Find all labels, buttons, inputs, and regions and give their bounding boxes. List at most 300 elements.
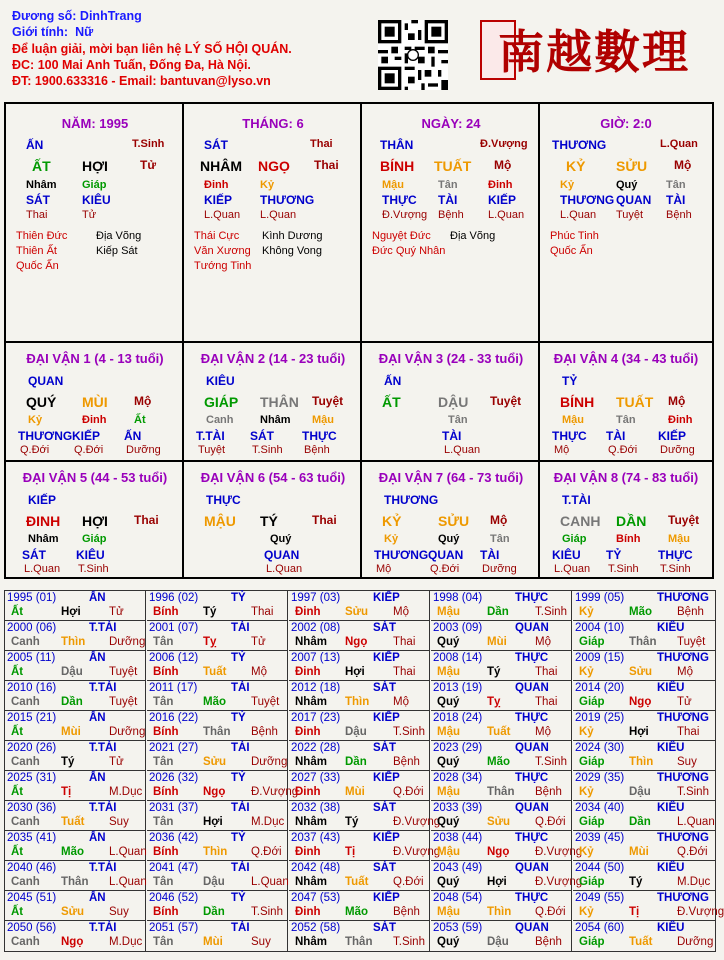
dai-van-title: ĐẠI VẬN 4 (34 - 43 tuổi) [553,351,699,366]
pillar-tsinh: Đ.Vượng [480,138,528,150]
year-label: 2003 (09) [433,622,483,634]
hidden-god: TÀI [480,548,500,562]
hidden-god: THƯƠNG [18,429,73,443]
dai-van-2 [184,343,362,462]
dai-van-god: THƯƠNG [384,493,439,507]
year-can: Tân [153,756,174,768]
year-can: Ất [11,726,24,738]
year-stage: T.Sinh [393,726,425,738]
pillar-3 [540,104,712,343]
dai-van-3 [362,343,540,462]
logo [478,10,718,90]
year-label: 2007 (13) [291,652,341,664]
year-cell [431,681,572,711]
dai-van-can: MẬU [204,513,236,529]
year-can: Canh [11,876,40,888]
year-stage: Mộ [251,666,267,678]
year-label: 2021 (27) [149,742,199,754]
hidden-stem: Tân [438,179,458,191]
year-god: KIẾP [373,772,400,784]
year-chi: Mão [61,846,84,858]
year-label: 2052 (58) [291,922,341,934]
hidden-stem: Quý [438,533,460,545]
dai-van-chi: THÂN [260,394,299,410]
year-can: Mậu [437,846,460,858]
hidden-stage: Q.Đới [608,444,638,456]
year-stage: Bệnh [251,726,278,738]
year-can: Nhâm [295,696,327,708]
pillar-stage: Tử [140,158,157,172]
dai-van-4 [540,343,712,462]
year-stage: Tuyệt [677,636,706,648]
year-can: Tân [153,696,174,708]
year-god: ẤN [89,592,106,604]
year-cell [147,651,288,681]
pillar-god: ẤN [26,138,44,152]
year-god: TỶ [231,712,246,724]
year-chi: Tuất [345,876,369,888]
year-stage: Thai [677,726,700,738]
year-chi: Mùi [487,636,507,648]
year-cell [573,921,715,951]
dai-van-1 [6,343,184,462]
year-stage: T.Sinh [535,606,567,618]
dai-van-can: BÍNH [560,394,595,410]
year-cell [5,771,146,801]
hidden-god: ẤN [124,429,142,443]
year-chi: Thân [629,636,657,648]
year-chi: Tuất [487,726,511,738]
year-god: ẤN [89,712,106,724]
hidden-stem: Quý [270,533,292,545]
hidden-stem: Giáp [82,179,107,191]
year-can: Quý [437,636,460,648]
year-label: 2033 (39) [433,802,483,814]
pillar-can: BÍNH [380,158,415,174]
year-stage: Thai [535,666,558,678]
year-label: 2038 (44) [433,832,483,844]
year-stage: Suy [109,906,129,918]
year-stage: Suy [677,756,697,768]
year-stage: M.Dục [109,936,143,948]
year-stage: Mộ [677,666,693,678]
year-chi: Ngọ [629,696,652,708]
pillar-chi: NGỌ [258,158,290,174]
year-stage: Tử [109,606,124,618]
gender-label: Giới tính: [12,25,69,40]
hidden-stage: L.Quan [488,209,525,221]
year-label: 2017 (23) [291,712,341,724]
year-label: 2054 (60) [575,922,625,934]
year-god: TỶ [231,652,246,664]
gender [12,24,292,40]
star-inauspicious: Địa Võng [96,230,142,242]
owner-name: Đương số: DinhTrang [12,9,142,23]
year-label: 2009 (15) [575,652,625,664]
year-god: TÀI [231,682,250,694]
year-cell [289,591,430,621]
year-cell [289,801,441,831]
year-stage: T.Sinh [677,786,709,798]
year-stage: Q.Đới [677,846,708,858]
year-label: 2025 (31) [7,772,57,784]
year-can: Tân [153,636,174,648]
dai-van-stage: Tuyệt [490,394,522,408]
year-cell [573,771,715,801]
year-stage: Bệnh [393,906,420,918]
star-inauspicious: Địa Võng [450,230,496,242]
year-god: QUAN [515,682,549,694]
dai-van-stage: Mộ [668,394,686,408]
hidden-god: TÀI [438,193,458,207]
contact-phone-email: ĐT: 1900.633316 - Email: bantuvan@lyso.vn [12,74,271,89]
year-label: 2023 (29) [433,742,483,754]
year-cell [573,801,715,831]
year-can: Quý [437,876,460,888]
year-label: 2048 (54) [433,892,483,904]
year-can: Bính [153,906,179,918]
hidden-stem: Giáp [562,533,587,545]
year-chi: Ngọ [203,786,226,798]
year-stage: Mộ [393,696,409,708]
year-label: 2049 (55) [575,892,625,904]
year-chi: Tý [345,816,359,828]
dai-van-title: ĐẠI VẬN 2 (14 - 23 tuổi) [200,351,346,366]
year-cell [147,621,288,651]
dai-van-chi: DẦN [616,513,647,529]
year-god: TÀI [231,802,250,814]
hidden-stage: Dưỡng [126,444,161,456]
year-cell [5,861,146,891]
year-label: 2035 (41) [7,832,57,844]
year-can: Giáp [579,816,605,828]
year-chi: Tị [61,786,72,798]
dai-van-stage: Thai [312,513,337,527]
year-can: Canh [11,816,40,828]
year-cell [431,891,572,921]
year-label: 2050 (56) [7,922,57,934]
pillar-chi: HỢI [82,158,108,174]
dai-van-chi: SỬU [438,513,470,529]
year-cell [431,741,572,771]
year-can: Tân [153,816,174,828]
year-stage: Thai [393,666,416,678]
year-chi: Sửu [487,816,511,828]
year-stage: L.Quan [251,876,289,888]
year-label: 2042 (48) [291,862,341,874]
year-can: Ất [11,846,24,858]
year-chi: Dần [629,816,651,828]
year-label: 2024 (30) [575,742,625,754]
year-chi: Tị [345,846,356,858]
dai-van-god: QUAN [28,374,64,388]
year-can: Nhâm [295,936,327,948]
year-chi: Tị [629,906,640,918]
hidden-stage: Tuyệt [616,209,644,221]
hidden-god: THƯƠNG [260,193,315,207]
hidden-stage: T.Sinh [252,444,283,456]
year-stage: Q.Đới [393,876,424,888]
hidden-stem: Kỷ [260,179,275,191]
pillar-chi: SỬU [616,158,648,174]
year-chi: Mão [487,756,510,768]
year-god: THỰC [515,652,549,664]
year-can: Bính [153,606,179,618]
year-cell [431,831,583,861]
year-cell [5,621,146,651]
hidden-god: T.TÀI [196,429,225,443]
year-god: KIẾP [373,832,400,844]
hidden-stem: Quý [616,179,638,191]
pillar-can: ẤT [32,158,51,174]
year-stage: Tuyệt [251,696,280,708]
hidden-god: KIẾP [72,429,101,443]
year-cell [289,771,430,801]
year-stage: T.Sinh [251,906,283,918]
dai-van-chi: MÙI [82,394,108,410]
year-chi: Mão [203,696,226,708]
hidden-god: TÀI [666,193,686,207]
year-god: T.TÀI [89,862,117,874]
year-god: QUAN [515,922,549,934]
pillar-title: NGÀY: 24 [421,116,481,131]
year-chi: Sửu [345,606,369,618]
year-god: QUAN [515,802,549,814]
pillar-tsinh: L.Quan [660,138,698,150]
year-stage: Đ.Vượng [251,786,299,798]
year-stage: Tử [251,636,266,648]
dai-van-6 [184,462,362,578]
year-god: THƯƠNG [657,712,709,724]
hidden-god: KIẾP [204,193,233,207]
year-can: Mậu [437,906,460,918]
hidden-stem: Đinh [82,414,107,426]
year-cell [573,831,715,861]
year-can: Nhâm [295,816,327,828]
year-chi: Tý [203,606,217,618]
qr-code-icon [378,20,448,90]
year-chi: Thân [61,876,89,888]
year-god: THƯƠNG [657,652,709,664]
hidden-stage: L.Quan [560,209,597,221]
year-god: KIÊU [657,802,685,814]
year-chi: Dậu [487,936,509,948]
year-chi: Hợi [61,606,81,618]
year-chi: Tỵ [487,696,501,708]
year-stage: Đ.Vượng [535,876,583,888]
hidden-stem: Kỷ [560,179,575,191]
hidden-stem: Nhâm [260,414,291,426]
year-cell [5,681,146,711]
year-cell [289,621,430,651]
year-label: 2008 (14) [433,652,483,664]
year-god: T.TÀI [89,742,117,754]
hidden-god: QUAN [428,548,464,562]
hidden-stage: L.Quan [444,444,481,456]
year-label: 2044 (50) [575,862,625,874]
dai-van-god: TỶ [562,374,578,388]
year-god: TÀI [231,622,250,634]
year-cell [5,921,146,951]
year-can: Kỷ [579,786,594,798]
year-stage: Đ.Vượng [677,906,724,918]
year-can: Đinh [295,786,321,798]
year-god: TÀI [231,922,250,934]
year-chi: Mùi [345,786,365,798]
year-chi: Mão [629,606,652,618]
hidden-god: TÀI [606,429,626,443]
year-label: 2028 (34) [433,772,483,784]
year-god: KIẾP [373,592,400,604]
hidden-god: SÁT [22,548,46,562]
year-chi: Tý [629,876,643,888]
year-chi: Dậu [345,726,367,738]
year-stage: Dưỡng [677,936,714,948]
year-god: ẤN [89,652,106,664]
star-auspicious: Đức Quý Nhân [372,245,446,257]
year-chi: Ngọ [487,846,510,858]
year-chi: Ngọ [345,636,368,648]
year-label: 2022 (28) [291,742,341,754]
header-info [12,8,292,89]
year-label: 2026 (32) [149,772,199,784]
year-god: KIÊU [657,922,685,934]
year-label: 2036 (42) [149,832,199,844]
year-cell [147,801,288,831]
pillar-chi: TUẤT [434,158,472,174]
year-label: 2039 (45) [575,832,625,844]
year-cell [5,831,146,861]
year-can: Ất [11,786,24,798]
year-stage: Đ.Vượng [535,846,583,858]
star-inauspicious: Không Vong [262,245,322,257]
year-god: QUAN [515,862,549,874]
year-can: Bính [153,846,179,858]
hidden-stem: Đinh [204,179,229,191]
dai-van-5 [6,462,184,578]
year-stage: Suy [251,936,271,948]
year-chi: Sửu [629,666,653,678]
hidden-stage: L.Quan [260,209,297,221]
year-chi: Sửu [61,906,85,918]
pillar-title: GIỜ: 2:0 [600,116,652,131]
year-god: THỰC [515,772,549,784]
hidden-god: TỶ [606,548,622,562]
pillar-title: THÁNG: 6 [242,116,304,131]
year-god: TỶ [231,592,246,604]
pillar-stage: Mộ [674,158,692,172]
year-label: 2020 (26) [7,742,57,754]
year-chi: Tý [61,756,75,768]
hidden-stage: L.Quan [554,563,591,575]
hidden-stem: Tân [666,179,686,191]
star-auspicious: Thiên Đức [16,230,68,242]
year-label: 2013 (19) [433,682,483,694]
dai-van-title: ĐẠI VẬN 3 (24 - 33 tuổi) [378,351,524,366]
dai-van-chi: TÝ [260,513,278,529]
year-can: Canh [11,696,40,708]
year-label: 2043 (49) [433,862,483,874]
hidden-god: QUAN [616,193,652,207]
hidden-stem: Canh [206,414,234,426]
hidden-stage: T.Sinh [78,563,109,575]
year-stage: T.Sinh [535,756,567,768]
year-can: Canh [11,636,40,648]
dai-van-title: ĐẠI VẬN 5 (44 - 53 tuổi) [22,470,168,485]
year-stage: M.Dục [251,816,285,828]
hidden-god: THƯƠNG [560,193,615,207]
year-can: Giáp [579,636,605,648]
dai-van-8 [540,462,712,578]
year-can: Đinh [295,606,321,618]
year-cell [289,861,430,891]
year-label: 2010 (16) [7,682,57,694]
year-chi: Thìn [203,846,228,858]
pillar-stage: Mộ [494,158,512,172]
pillar-god: THÂN [380,138,414,152]
year-god: SÁT [373,862,396,874]
year-cell [5,651,146,681]
year-chi: Hợi [487,876,507,888]
year-can: Quý [437,816,460,828]
hidden-stem: Nhâm [28,533,59,545]
year-cell [289,741,430,771]
year-label: 2034 (40) [575,802,625,814]
year-can: Bính [153,726,179,738]
year-stage: Đ.Vượng [393,846,441,858]
hidden-god: THỰC [302,429,337,443]
year-chi: Tỵ [203,636,217,648]
gender-value: Nữ [75,25,94,40]
hidden-god: TÀI [442,429,462,443]
year-cell [573,651,715,681]
year-chi: Hợi [345,666,365,678]
year-god: SÁT [373,742,396,754]
year-stage: Đ.Vượng [393,816,441,828]
year-cell [573,741,715,771]
hidden-god: KIÊU [82,193,111,207]
dai-van-stage: Mộ [490,513,508,527]
hidden-stem: Mậu [562,414,584,426]
hidden-stem: Đinh [668,414,693,426]
year-can: Ất [11,666,24,678]
year-god: TỶ [231,892,246,904]
year-chi: Mùi [629,846,649,858]
dai-van-god: ẤN [384,374,402,388]
year-chi: Mão [345,906,368,918]
year-stage: Mộ [535,726,551,738]
year-god: TỶ [231,832,246,844]
year-cell [289,681,430,711]
year-god: THỰC [515,712,549,724]
year-stage: Tử [677,696,692,708]
dai-van-can: ẤT [382,394,401,410]
hidden-god: THỰC [382,193,417,207]
hidden-stage: Đ.Vượng [382,209,428,221]
hidden-god: KIÊU [552,548,581,562]
dai-van-chi: HỢI [82,513,108,529]
year-chi: Thìn [61,636,86,648]
year-cell [147,891,288,921]
year-god: QUAN [515,742,549,754]
year-stage: Q.Đới [535,816,566,828]
year-cell [431,711,572,741]
star-auspicious: Tướng Tinh [194,260,252,272]
hidden-stage: Bệnh [666,209,692,221]
year-god: SÁT [373,682,396,694]
year-label: 2053 (59) [433,922,483,934]
year-can: Bính [153,786,179,798]
